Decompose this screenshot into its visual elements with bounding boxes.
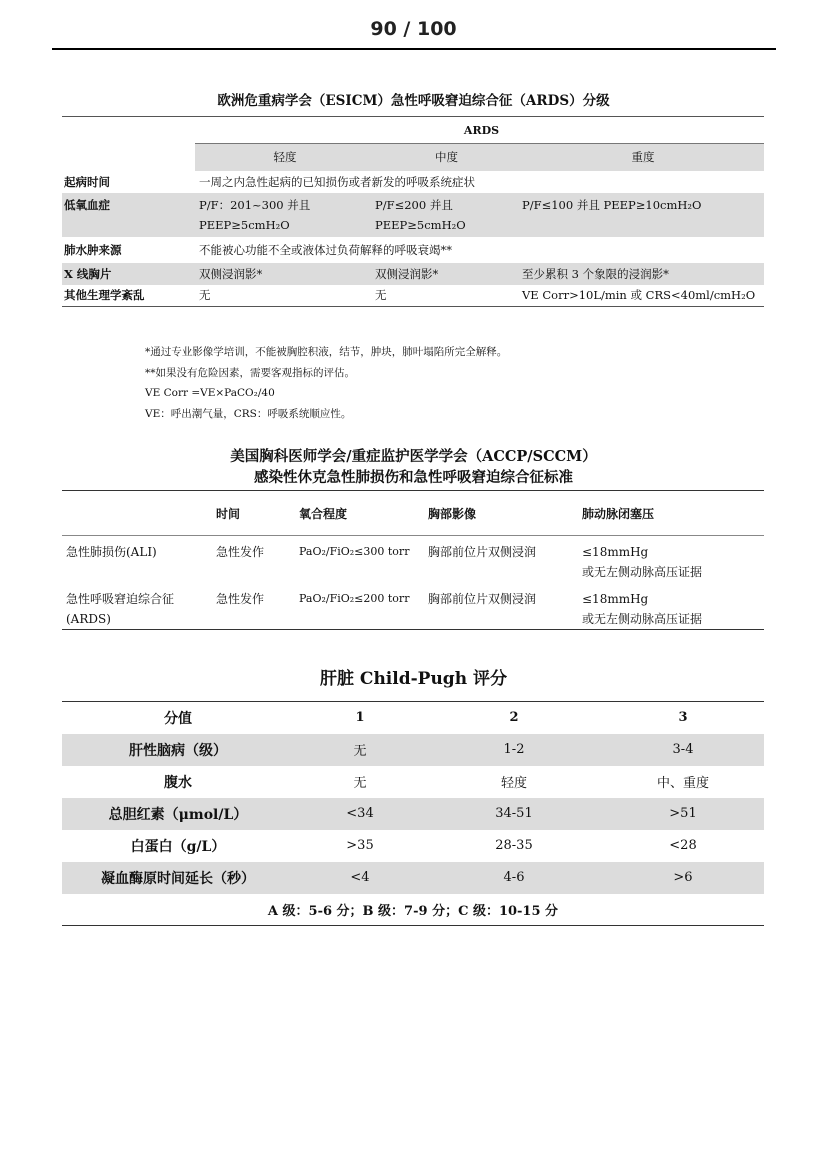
accp-header-time: 时间 [212,491,295,536]
cell-score-1: >35 [346,838,374,853]
physio-label: 其他生理学紊乱 [62,285,195,307]
cell-score-2: 34-51 [426,798,602,830]
accp-ali-oxygen: PaO₂/FiO₂≤300 torr [299,545,410,558]
accp-ali-imaging: 胸部前位片双侧浸润 [428,545,537,559]
note-4: VE：呼出潮气量，CRS：呼吸系统顺应性。 [145,407,352,420]
row-label: 肝性脑病（级） [62,734,294,766]
xray-severe: 至少累积 3 个象限的浸润影* [518,263,764,285]
onset-row [62,171,764,193]
child-pugh-table [62,701,764,926]
physio-row [62,285,764,307]
cell-score-2: 轻度 [500,776,527,791]
child-pugh-row-prothrombin [62,862,764,894]
child-pugh-header-1: 1 [294,702,426,734]
accp-ali-pressure-line1: ≤18mmHg [582,545,649,559]
xray-label: X 线胸片 [62,263,195,285]
accp-header-imaging: 胸部影像 [424,491,578,536]
accp-sccm-table [62,490,764,630]
accp-ali-name: 急性肺损伤(ALI) [66,545,157,559]
accp-ards-time: 急性发作 [212,583,295,630]
hypoxemia-row [62,193,764,237]
child-pugh-row-albumin [62,830,764,862]
physio-mild: 无 [195,285,371,307]
esicm-ards-table [62,116,764,307]
severity-header-row [62,144,764,171]
hypoxemia-moderate-line1: P/F≤200 并且 [375,197,453,212]
accp-ards-oxygen: PaO₂/FiO₂≤200 torr [295,583,424,630]
xray-mild: 双侧浸润影* [195,263,371,285]
page-number: 90 / 100 [370,18,457,40]
child-pugh-footer-row [62,894,764,926]
accp-row-ali [62,536,764,583]
child-pugh-grades: A 级：5-6 分；B 级：7-9 分；C 级：10-15 分 [62,894,764,926]
cell-score-2: 4-6 [426,862,602,894]
row-label: 腹水 [164,774,192,791]
row-label: 总胆红素（μmol/L） [62,798,294,830]
child-pugh-header-row [62,702,764,734]
accp-header-pressure: 肺动脉闭塞压 [578,491,764,536]
accp-title-line2: 感染性休克急性肺损伤和急性呼吸窘迫综合征标准 [254,469,573,486]
accp-ards-name-line1: 急性呼吸窘迫综合征 [66,591,175,606]
accp-header-row [62,491,764,536]
child-pugh-row-ascites [62,766,764,798]
row-label: 白蛋白（g/L） [130,838,226,855]
hypoxemia-mild-line2: PEEP≥5cmH₂O [199,217,290,232]
cell-score-1: 无 [353,776,367,791]
header-divider [52,48,776,50]
cell-score-3: <28 [669,838,697,853]
accp-header-oxygen: 氧合程度 [295,491,424,536]
accp-ali-pressure-line2: 或无左侧动脉高压证据 [582,565,703,579]
onset-label: 起病时间 [64,174,110,189]
note-1: *通过专业影像学培训，不能被胸腔积液，结节，肿块，肺叶塌陷所完全解释。 [145,346,508,358]
edema-text: 不能被心功能不全或液体过负荷解释的呼吸衰竭** [199,242,452,257]
physio-moderate: 无 [371,285,518,307]
ards-group-row [62,117,764,144]
accp-ards-imaging: 胸部前位片双侧浸润 [424,583,578,630]
cell-score-2: 28-35 [495,838,533,853]
child-pugh-header-3: 3 [602,702,764,734]
child-pugh-header-score: 分值 [62,702,294,734]
child-pugh-row-bilirubin [62,798,764,830]
child-pugh-row-encephalopathy [62,734,764,766]
row-label: 凝血酶原时间延长（秒） [62,862,294,894]
accp-sccm-title [0,446,827,488]
cell-score-3: 3-4 [602,734,764,766]
cell-score-3: 中、重度 [656,776,709,791]
hypoxemia-moderate-line2: PEEP≥5cmH₂O [375,217,466,232]
child-pugh-title: 肝脏 Child-Pugh 评分 [320,669,507,689]
ards-group-label: ARDS [195,117,764,144]
accp-ali-time: 急性发作 [216,545,265,559]
cell-score-1: 无 [294,734,426,766]
accp-ards-pressure-line2: 或无左侧动脉高压证据 [582,611,703,626]
cell-score-2: 1-2 [426,734,602,766]
cell-score-1: <4 [294,862,426,894]
accp-ards-pressure-line1: ≤18mmHg [582,591,649,606]
edema-row [62,237,764,263]
cell-score-3: >51 [602,798,764,830]
cell-score-3: >6 [602,862,764,894]
accp-row-ards [62,583,764,630]
edema-label: 肺水肿来源 [64,242,122,257]
severity-moderate: 中度 [371,144,518,171]
hypoxemia-severe: P/F≤100 并且 PEEP≥10cmH₂O [518,193,764,237]
cell-score-1: <34 [294,798,426,830]
ards-notes [145,342,507,424]
accp-header-blank [62,491,212,536]
note-3: VE Corr =VE×PaCO₂/40 [145,387,275,399]
child-pugh-header-2: 2 [426,702,602,734]
xray-row [62,263,764,285]
physio-severe: VE Corr>10L/min 或 CRS<40ml/cmH₂O [518,285,764,307]
esicm-ards-title: 欧洲危重病学会（ESICM）急性呼吸窘迫综合征（ARDS）分级 [217,93,610,109]
severity-severe: 重度 [518,144,764,171]
hypoxemia-label: 低氧血症 [62,193,195,237]
severity-mild: 轻度 [195,144,371,171]
note-2: **如果没有危险因素，需要客观指标的评估。 [145,366,355,379]
xray-moderate: 双侧浸润影* [371,263,518,285]
hypoxemia-mild-line1: P/F：201~300 并且 [199,197,311,212]
accp-title-line1: 美国胸科医师学会/重症监护医学学会（ACCP/SCCM） [230,448,597,465]
onset-text: 一周之内急性起病的已知损伤或者新发的呼吸系统症状 [199,174,475,189]
accp-ards-name-line2: (ARDS) [66,611,111,626]
